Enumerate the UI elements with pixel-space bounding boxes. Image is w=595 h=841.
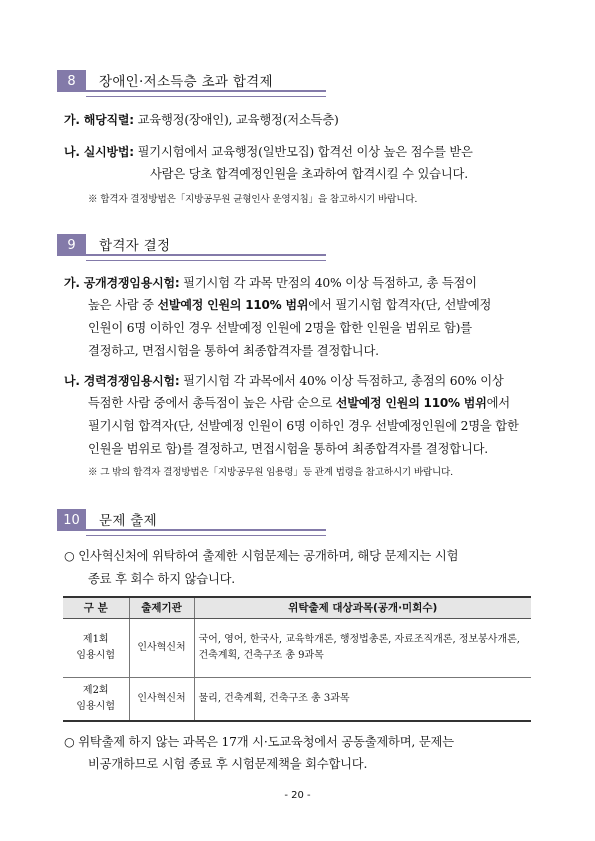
exam-cell: 제2회 임용시험 [63, 677, 129, 721]
exam-cell: 제1회 임용시험 [63, 618, 129, 677]
section-title: 장애인·저소득층 초과 합격제 [86, 70, 326, 92]
sec9-item-a-l3: 인원이 6명 이하인 경우 선발예정 인원에 2명을 합한 인원을 범위로 함)를 [88, 321, 472, 335]
section-8-header [57, 70, 326, 92]
sec8-note: ※ 합격자 결정방법은「지방공무원 균형인사 운영지침」을 참고하시기 바랍니다. [88, 194, 418, 205]
title-underline [86, 260, 326, 261]
title-underline [86, 96, 326, 97]
section-number: 9 [57, 234, 86, 256]
subjects-cell: 물리, 건축계획, 건축구조 총 3과목 [194, 677, 531, 721]
sec10-para2-l2: 비공개하므로 시험 종료 후 시험문제책을 회수합니다. [88, 757, 368, 771]
section-number: 8 [57, 70, 86, 92]
section-title: 문제 출제 [86, 509, 326, 531]
subjects-cell: 국어, 영어, 한국사, 교육학개론, 행정법총론, 자료조직개론, 정보봉사개론, 건축계획, 건축구조 총 9과목 [194, 618, 531, 677]
sec9-item-a: 가. 공개경쟁임용시험: 필기시험 각 과목 만점의 40% 이상 득점하고, 총 득점이 [64, 276, 477, 290]
exam-subjects-table [63, 596, 531, 722]
sec9-item-a-l4: 결정하고, 면접시험을 통하여 최종합격자를 결정합니다. [88, 344, 379, 358]
sec8-item-b-cont: 사람은 당초 합격예정인원을 초과하여 합격시킬 수 있습니다. [150, 167, 468, 181]
sec10-para2-l1: ○ 위탁출제 하지 않는 과목은 17개 시·도교육청에서 공동출제하며, 문제는 [64, 735, 454, 749]
section-number: 10 [57, 509, 86, 531]
sec8-item-b: 나. 실시방법: 필기시험에서 교육행정(일반모집) 합격선 이상 높은 점수를 받은 [64, 145, 473, 159]
sec8-item-a: 가. 해당직렬: 교육행정(장애인), 교육행정(저소득층) [64, 113, 339, 127]
section-9-header [57, 234, 326, 256]
sec9-note: ※ 그 밖의 합격자 결정방법은「지방공무원 임용령」등 관계 법령을 참고하시기 바랍니다. [88, 467, 453, 478]
col-header-org: 출제기관 [129, 597, 194, 618]
sec10-para1-l1: ○ 인사혁신처에 위탁하여 출제한 시험문제는 공개하며, 해당 문제지는 시험 [64, 549, 459, 563]
org-cell: 인사혁신처 [129, 618, 194, 677]
title-underline [86, 535, 326, 536]
sec9-item-a-l2: 높은 사람 중 선발예정 인원의 110% 범위에서 필기시험 합격자(단, 선발예정 [88, 298, 492, 312]
col-header-division: 구 분 [63, 597, 129, 618]
sec10-para1-l2: 종료 후 회수 하지 않습니다. [88, 572, 236, 586]
sec9-item-b: 나. 경력경쟁임용시험: 필기시험 각 과목에서 40% 이상 득점하고, 총점의 60% 이상 [64, 374, 504, 388]
org-cell: 인사혁신처 [129, 677, 194, 721]
table-header-row [63, 597, 531, 618]
sec9-item-b-l2: 득점한 사람 중에서 총득점이 높은 사람 순으로 선발예정 인원의 110% 범위에서 [88, 396, 510, 410]
table-row [63, 618, 531, 677]
table-row [63, 677, 531, 721]
section-title: 합격자 결정 [86, 234, 326, 256]
sec9-item-b-l3: 필기시험 합격자(단, 선발예정 인원이 6명 이하인 경우 선발예정인원에 2명을 합한 [88, 419, 519, 433]
section-10-header [57, 509, 326, 531]
sec9-item-b-l4: 인원을 범위로 함)를 결정하고, 면접시험을 통하여 최종합격자를 결정합니다. [88, 442, 489, 456]
page-number: - 20 - [284, 790, 311, 801]
col-header-subjects: 위탁출제 대상과목(공개·미회수) [194, 597, 531, 618]
